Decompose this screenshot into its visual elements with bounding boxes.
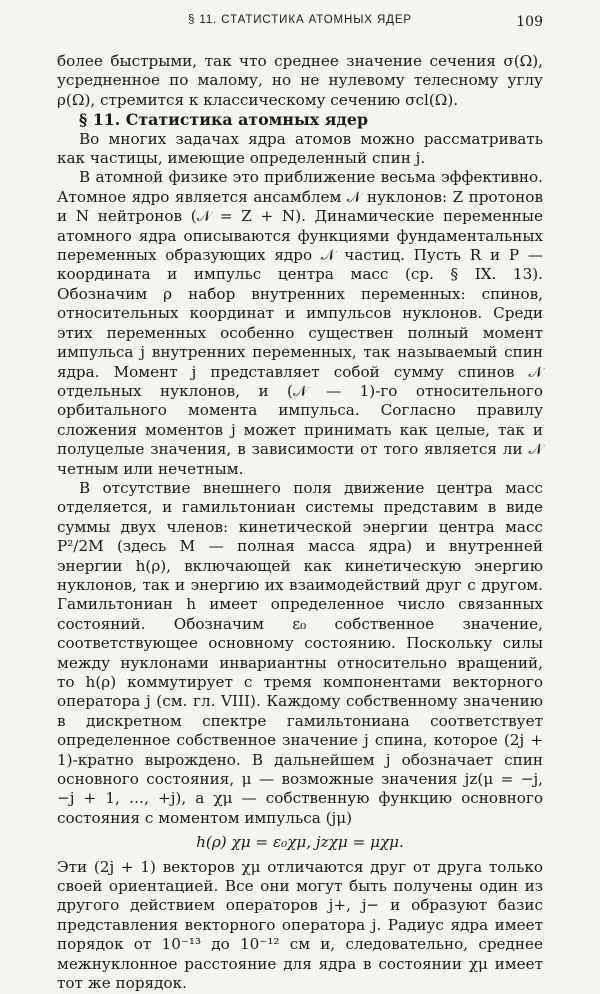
- page-header: [57, 14, 543, 34]
- intro-paragraph: более быстрыми, так что среднее значение сечения σ(Ω), усредненное по малому, но не нулевому телесному углу ρ(Ω), стремится к классическому сечению σcl(Ω).: [57, 52, 543, 109]
- section-heading: § 11. Статистика атомных ядер: [79, 110, 369, 130]
- page-body: [57, 52, 543, 994]
- paragraph-hamiltonian: В отсутствие внешнего поля движение центра масс отделяется, и гамильтониан системы представим в виде суммы двух членов: кинетической энергии центра масс P²/2M (здесь M — полная масса ядра) и внутренней энергии h(ρ), включающей как кинетическую энергию нуклонов, так и энергию их взаимодействий друг с другом. Гамильтониан h имеет определенное число связанных состояний. Обозначим ε₀ собственное значение, соответствующее основному состоянию. Поскольку силы между нуклонами инвариантны относительно вращений, то h(ρ) коммутирует с тремя компонентами векторного оператора j (см. гл. VIII). Каждому собственному значению в дискретном спектре гамильтониана соответствует определенное собственное значение j спина, которое (2j + 1)-кратно вырождено. В дальнейшем j обозначает спин основного состояния, μ — возможные значения jz(μ = −j, −j + 1, …, +j), а χμ — собственную функцию основного состояния с моментом импульса (jμ): [57, 478, 543, 827]
- paragraph-nucleus-ensemble: В атомной физике это приближение весьма эффективно. Атомное ядро является ансамблем 𝒩 нуклонов: Z протонов и N нейтронов (𝒩 = Z + N). Динамические переменные атомного ядра описываются функциями фундаментальных переменных образующих ядро 𝒩 частиц. Пусть R и P — координата и импульс центра масс (ср. § IX. 13). Обозначим ρ набор внутренних переменных: спинов, относительных координат и импульсов нуклонов. Среди этих переменных особенно существен полный момент импульса j внутренних переменных, так называемый спин ядра. Момент j представляет собой сумму спинов 𝒩 отдельных нуклонов, и (𝒩 — 1)-го относительного орбитального момента импульса. Согласно правилу сложения моментов j может принимать как целые, так и полуцелые значения, в зависимости от того является ли 𝒩 четным или нечетным.: [57, 168, 543, 478]
- paragraph-nuclei-as-particles: Во многих задачах ядра атомов можно рассматривать как частицы, имеющие определенный спин j.: [57, 129, 543, 168]
- eigenvalue-formula: h(ρ) χμ = ε₀χμ, jzχμ = μχμ.: [196, 833, 404, 852]
- running-title: § 11. СТАТИСТИКА АТОМНЫХ ЯДЕР: [187, 14, 412, 26]
- closing-paragraph: Эти (2j + 1) векторов χμ отличаются друг от друга только своей ориентацией. Все они могут быть получены один из другого действием операторов j+, j− и образуют базис представления векторного оператора j. Радиус ядра имеет порядок от 10⁻¹³ до 10⁻¹² см и, следовательно, среднее межнуклонное расстояние для ядра в состоянии χμ имеет тот же порядок.: [57, 857, 543, 993]
- page-number: 109: [516, 14, 543, 30]
